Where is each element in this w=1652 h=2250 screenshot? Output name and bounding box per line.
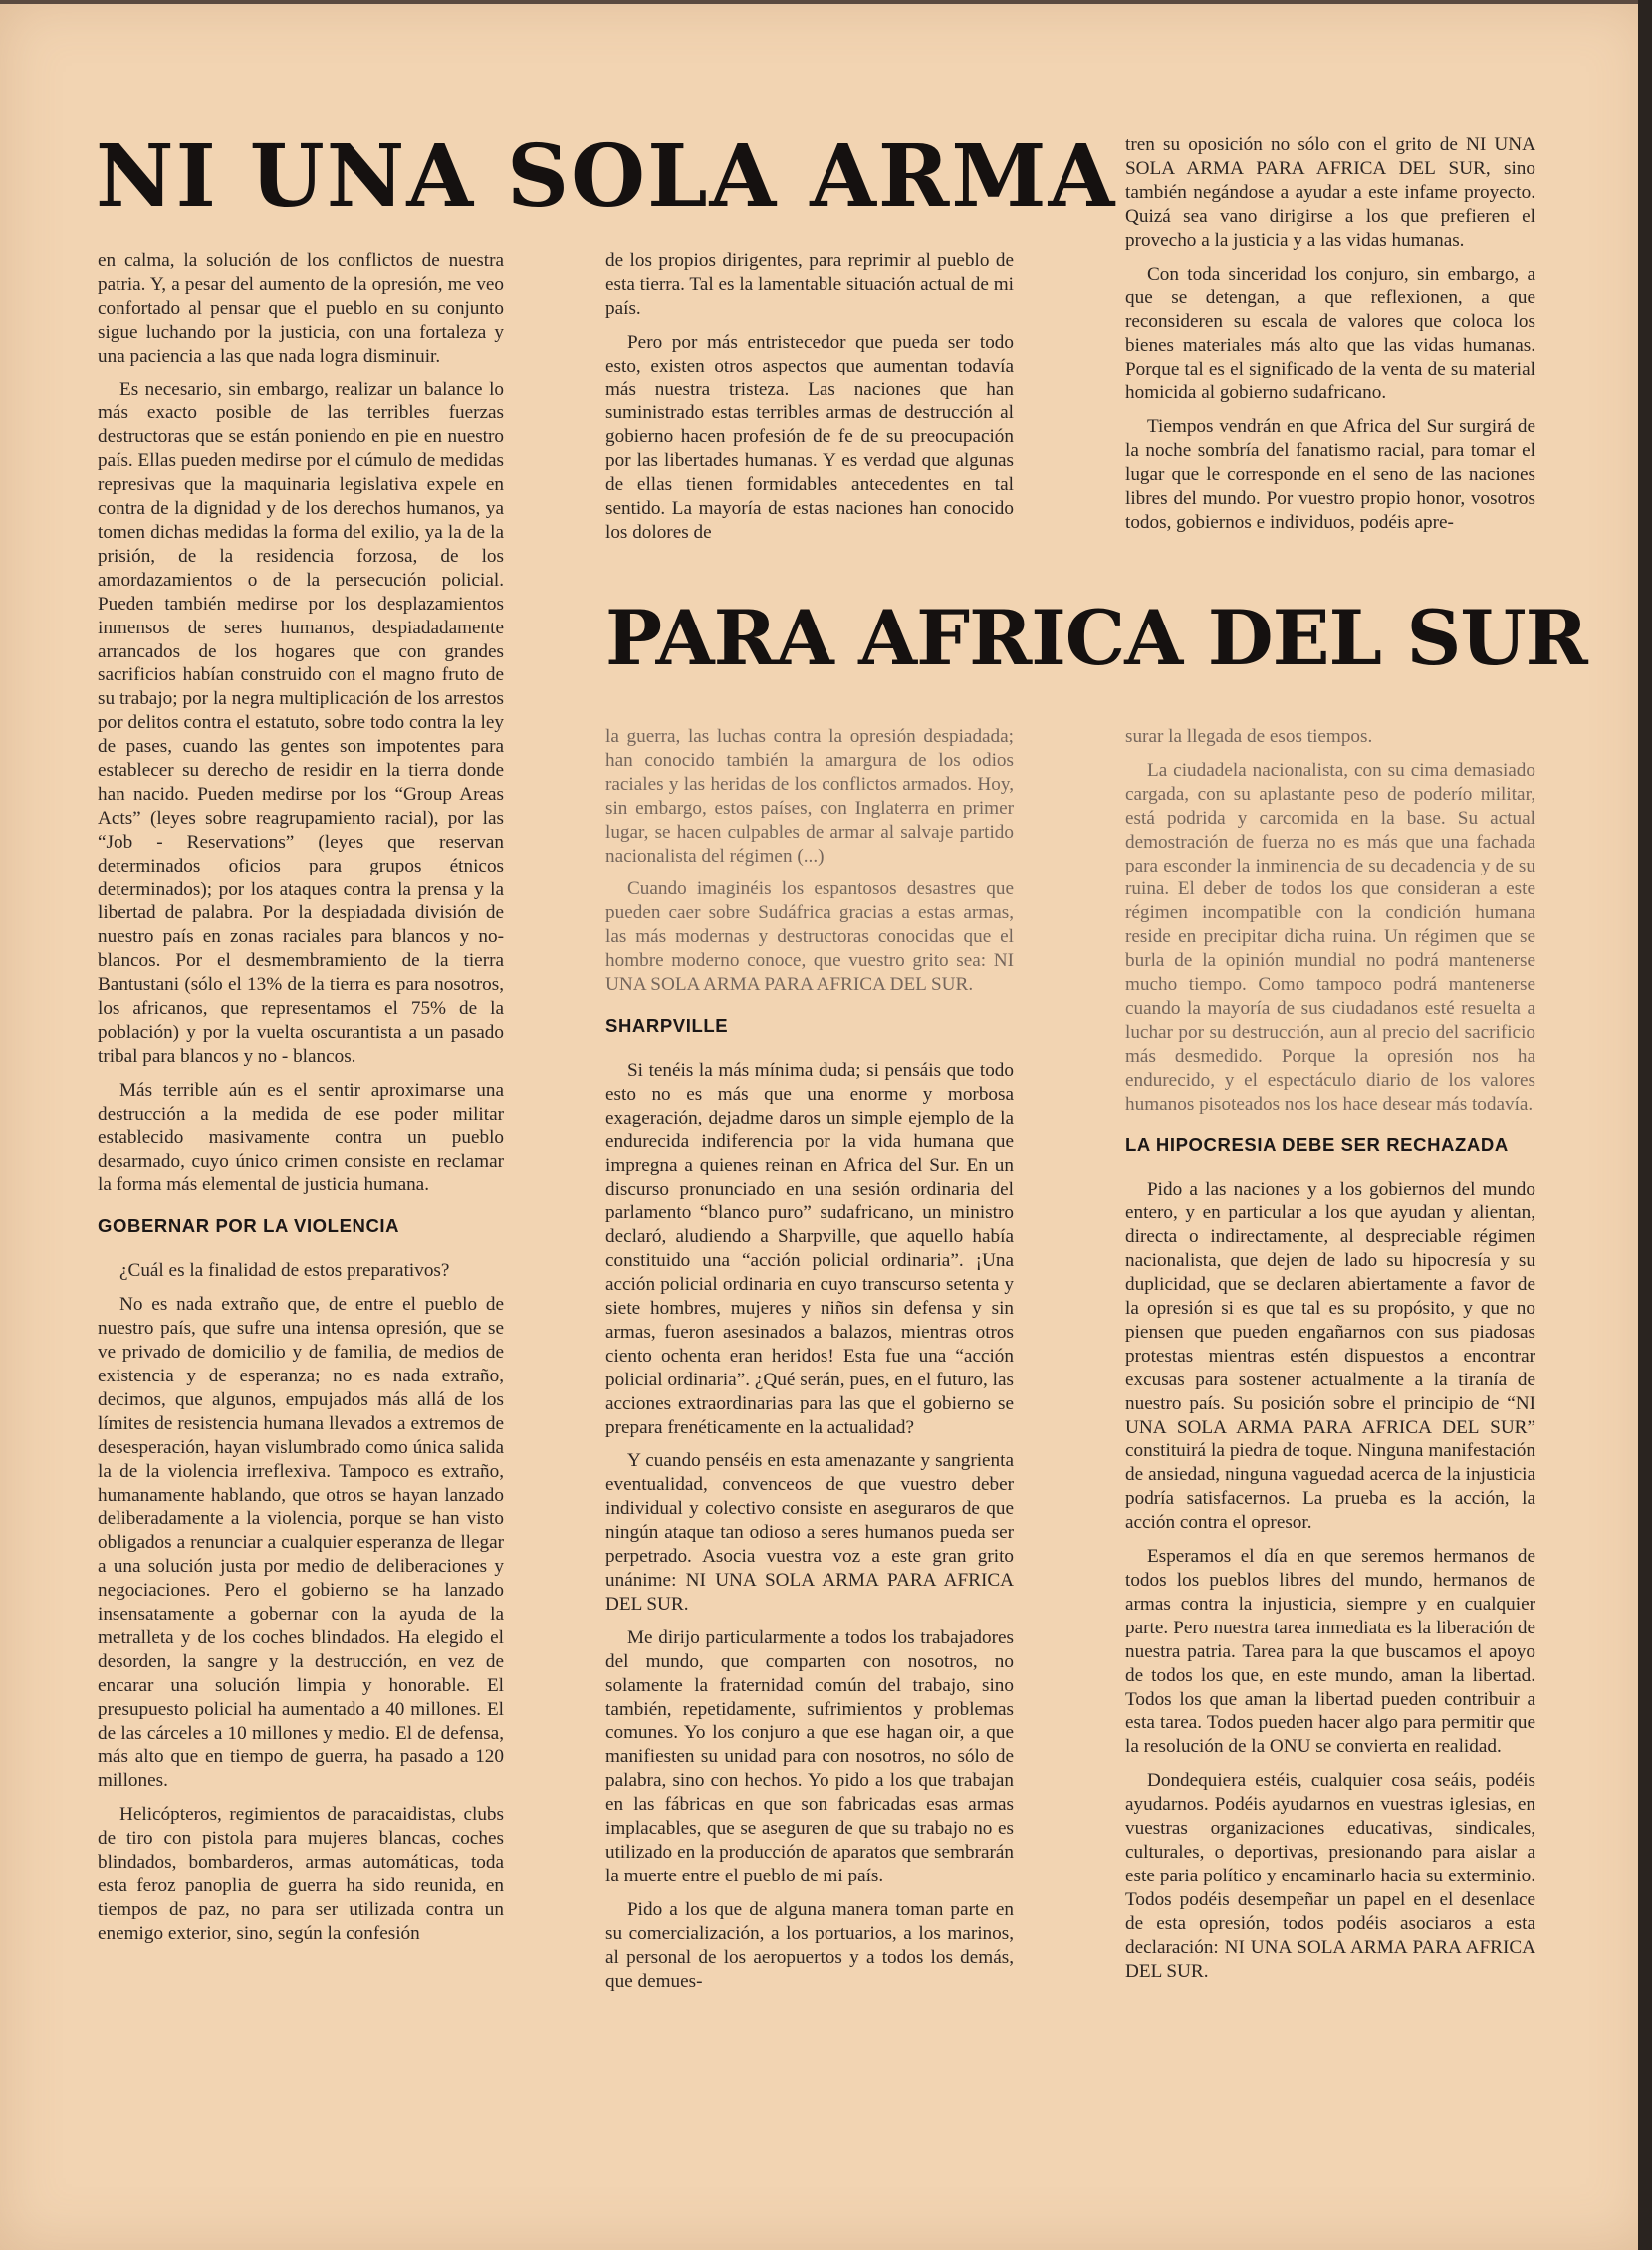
paragraph: Con toda sinceridad los conjuro, sin embargo, a que se detengan, a que reflexionen, a que reconsideren su escala de valores que coloca los bienes materiales más alto que las vidas humanas. Porque tal es el significado de la venta de su material homicida al gobierno sudafricano. [1125,263,1535,404]
paragraph: Esperamos el día en que seremos hermanos de todos los pueblos libres del mundo, hermanos de armas contra la injusticia, siempre y en cualquier parte. Pero nuestra tarea inmediata es la liberación de nuestra patria. Tarea para la que buscamos el apoyo de todos los que, en este mundo, aman la libertad. Todos los que aman la libertad pueden contribuir a esta tarea. Todos pueden hacer algo para permitir que la resolución de la ONU se convierta en realidad. [1125,1546,1535,1758]
paragraph: Me dirijo particularmente a todos los trabajadores del mundo, que comparten con nosotros, no solamente la fraternidad común del trabajo, sino también, repetidamente, sufrimientos y problemas comunes. Yo los conjuro a que ese hagan oir, a que manifiesten su unidad para con nosotros, no sólo de palabra, sino con hechos. Yo pido a los que trabajan en las fábricas en que son fabricadas esas armas implacables, que se aseguren de que su trabajo no es utilizado en la producción de aparatos que sembrarán la muerte entre el pueblo de mi país. [605,1626,1014,1886]
paragraph: tren su oposición no sólo con el grito de NI UNA SOLA ARMA PARA AFRICA DEL SUR, sino también negándose a ayudar a este infame proyecto. Quizá sea vano dirigirse a los que prefieren el provecho a la justicia y a las vidas humanas. [1125,134,1535,251]
paragraph: Dondequiera estéis, cualquier cosa seáis, podéis ayudarnos. Podéis ayudarnos en vuestras iglesias, en vuestras organizaciones educativas, sindicales, culturales, o deportivas, presionando para aislar a este paria político y encaminarlo hacia su exterminio. Todos podéis desempeñar un papel en el desenlace de esta opresión, todos podéis asociaros a esta declaración: NI UNA SOLA ARMA PARA AFRICA DEL SUR. [1125,1770,1535,1982]
paragraph: surar la llegada de esos tiempos. [1125,726,1373,747]
text-column-1 [98,249,504,2141]
headline-middle: PARA AFRICA DEL SUR [605,594,1587,682]
paragraph: la guerra, las luchas contra la opresión despiadada; han conocido también la amargura de los odios raciales y las heridas de los conflictos armados. Hoy, sin embargo, estos países, con Inglaterra en primer lugar, se hacen culpables de armar al salvaje partido nacionalista del régimen (...) [605,726,1014,867]
section-heading-gobernar: GOBERNAR POR LA VIOLENCIA [98,1215,400,1237]
text-column-4 [605,725,1014,2149]
paragraph: No es nada extraño que, de entre el pueblo de nuestro país, que sufre una intensa opresión, que se ve privado de domicilio y de familia, de medios de existencia y de esperanza; no es nada extraño, decimos, que algunos, empujados más allá de los límites de resistencia humana llevados a extremos de desesperación, hayan vislumbrado como única salida la de la violencia irreflexiva. Tampoco es extraño, humanamente hablando, que otros se hayan lanzado deliberadamente a la violencia, porque se han visto obligados a renunciar a cualquier esperanza de llegar a una solución justa por medio de deliberaciones y negociaciones. Pero el gobierno se ha lanzado insensatamente a gobernar con la ayuda de la metralleta y de los coches blindados. Ha elegido el desorden, la sangre y la destrucción, en vez de encarar una solución limpia y honorable. El presupuesto policial ha aumentado a 40 millones. El de las cárceles a 10 millones y medio. El de defensa, más alto que en tiempo de guerra, ha pasado a 120 millones. [98,1294,504,1792]
paragraph: Pero por más entristecedor que pueda ser todo esto, existen otros aspectos que aumentan todavía más nuestra tristeza. Las naciones que han suministrado estas terribles armas de destrucción al gobierno hacen profesión de fe de su preocupación por las libertades humanas. Y es verdad que algunas de ellas tienen formidables antecedentes en tal sentido. La mayoría de estas naciones han conocido los dolores de [605,331,1014,543]
text-column-5 [1125,725,1535,2149]
headline-top: NI UNA SOLA ARMA [96,126,1117,227]
paragraph: ¿Cuál es la finalidad de estos preparativos? [119,1260,450,1282]
paragraph: Pido a las naciones y a los gobiernos del mundo entero, y en particular a los que ayudan y alientan, directa o indirectamente, al despreciable régimen nacionalista, que dejen de lado su hipocresía y su duplicidad, que se declaren abiertamente a favor de la opresión si es que tal es su propósito, y que no piensen que pueden engañarnos con sus piadosas protestas mientras estén dispuestos a encontrar excusas para sostener actualmente a la tiranía de nuestro país. Su posición sobre el principio de “NI UNA SOLA ARMA PARA AFRICA DEL SUR” constituirá la piedra de toque. Ninguna manifestación de ansiedad, ninguna vaguedad acerca de la injusticia podría satisfacernos. La prueba es la acción, la acción contra el opresor. [1125,1178,1535,1534]
page-right-edge [1638,0,1652,2250]
paragraph: La ciudadela nacionalista, con su cima demasiado cargada, con su aplastante peso de poderío militar, está podrida y carcomida en la base. Su actual demostración de fuerza no es más que una fachada para esconder la inminencia de su decadencia y de su ruina. El deber de todos los que consideran a este régimen incompatible con la condición humana reside en precipitar dicha ruina. Un régimen que se burla de la opinión mundial no podrá mantenerse mucho tiempo. Como tampoco podrá mantenerse cuando la mayoría de sus ciudadanos esté resuelta a luchar por su destrucción, aun al precio del sacrificio más desmedido. Porque la opresión nos ha endurecido, y el espectáculo diario de los valores humanos pisoteados nos los hace desear más todavía. [1125,759,1535,1115]
text-column-3 [1125,133,1535,562]
text-column-2 [605,249,1014,560]
paragraph: Y cuando penséis en esta amenazante y sangrienta eventualidad, convenceos de que vuestro deber individual y colectivo consiste en aseguraros de que ningún ataque tan odioso a seres humanos pueda ser perpetrado. Asocia vuestra voz a este gran grito unánime: NI UNA SOLA ARMA PARA AFRICA DEL SUR. [605,1450,1014,1615]
paragraph: Tiempos vendrán en que Africa del Sur surgirá de la noche sombría del fanatismo racial, para tomar el lugar que le corresponde en el seno de las naciones libres del mundo. Por vuestro propio honor, vosotros todos, gobiernos e individuos, podéis apre- [1125,415,1535,533]
paragraph: Más terrible aún es el sentir aproximarse una destrucción a la medida de ese poder militar establecido masivamente contra un pueblo desarmado, cuyo único crimen consiste en reclamar la forma más elemental de justicia humana. [98,1079,504,1196]
paragraph: Pido a los que de alguna manera toman parte en su comercialización, a los portuarios, a los marinos, al personal de los aeropuertos y a todos los demás, que demues- [605,1898,1014,1992]
paragraph: Si tenéis la más mínima duda; si pensáis que todo esto no es más que una enorme y morbosa exageración, dejadme daros un simple ejemplo de la endurecida indiferencia por la vida humana que impregna a quienes reinan en Africa del Sur. En un discurso pronunciado en una sesión ordinaria del parlamento “blanco puro” sudafricano, un ministro declaró, aludiendo a Sharpville, que aquello había constituido una “acción policial ordinaria”. ¡Una acción policial ordinaria en cuyo transcurso setenta y siete hombres, mujeres y niños sin defensa y sin armas, fueron asesinados a balazos, mientras otros ciento ochenta eran heridos! Esta fue una “acción policial ordinaria”. ¿Qué serán, pues, en el futuro, las acciones extraordinarias para las que el gobierno se prepara frenéticamente en la actualidad? [605,1059,1014,1438]
paragraph: Helicópteros, regimientos de paracaidistas, clubs de tiro con pistola para mujeres blancas, coches blindados, bombarderos, armas automáticas, toda esta feroz panoplia de guerra ha sido reunida, en tiempos de paz, no para ser utilizada contra un enemigo exterior, sino, según la confesión [98,1804,504,1944]
page-top-edge [0,0,1652,4]
paragraph: de los propios dirigentes, para reprimir al pueblo de esta tierra. Tal es la lamentable situación actual de mi país. [605,250,1014,319]
paragraph: Cuando imaginéis los espantosos desastres que pueden caer sobre Sudáfrica gracias a estas armas, las más modernas y destructoras conocidas que el hombre moderno conoce, que vuestro grito sea: NI UNA SOLA ARMA PARA AFRICA DEL SUR. [605,878,1014,996]
paragraph: Es necesario, sin embargo, realizar un balance lo más exacto posible de las terribles fuerzas destructoras que se están poniendo en pie en nuestro país. Ellas pueden medirse por el cúmulo de medidas represivas que la maquinaria legislativa expele en contra de la dignidad y de los derechos humanos, ya tomen dichas medidas la forma del exilio, ya la de la prisión, de la residencia forzosa, de los amordazamientos o de la persecución policial. Pueden también medirse por los desplazamientos inmensos de seres humanos, despiadadamente arrancados de los hogares que con grandes sacrificios habían construido con el magno fruto de su trabajo; por la negra multiplicación de los arrestos por delitos contra el estatuto, sobre todo contra la ley de pases, cuando las gentes son impotentes para establecer su derecho de residir en la tierra donde han nacido. Pueden medirse por los “Group Areas Acts” (leyes sobre reagrupamiento racial), por las “Job - Reservations” (leyes que reservan determinados oficios para grupos étnicos determinados); por los ataques contra la prensa y la libertad de palabra. Por la despiadada división de nuestro país en zonas raciales para blancos y no-blancos. Por el desmembramiento de la tierra Bantustani (sólo el 13% de la tierra es para nosotros, los africanos, que representamos el 75% de la población) y por la vuelta oscurantista a un pasado tribal para blancos y no - blancos. [98,378,504,1067]
section-heading-sharpville: SHARPVILLE [605,1014,729,1036]
paragraph: en calma, la solución de los conflictos de nuestra patria. Y, a pesar del aumento de la opresión, me veo confortado al pensar que el pueblo en su conjunto sigue luchando por la justicia, con una fortaleza y una paciencia a las que nada logra disminuir. [98,250,504,367]
section-heading-hipocresia: LA HIPOCRESIA DEBE SER RECHAZADA [1125,1133,1509,1155]
